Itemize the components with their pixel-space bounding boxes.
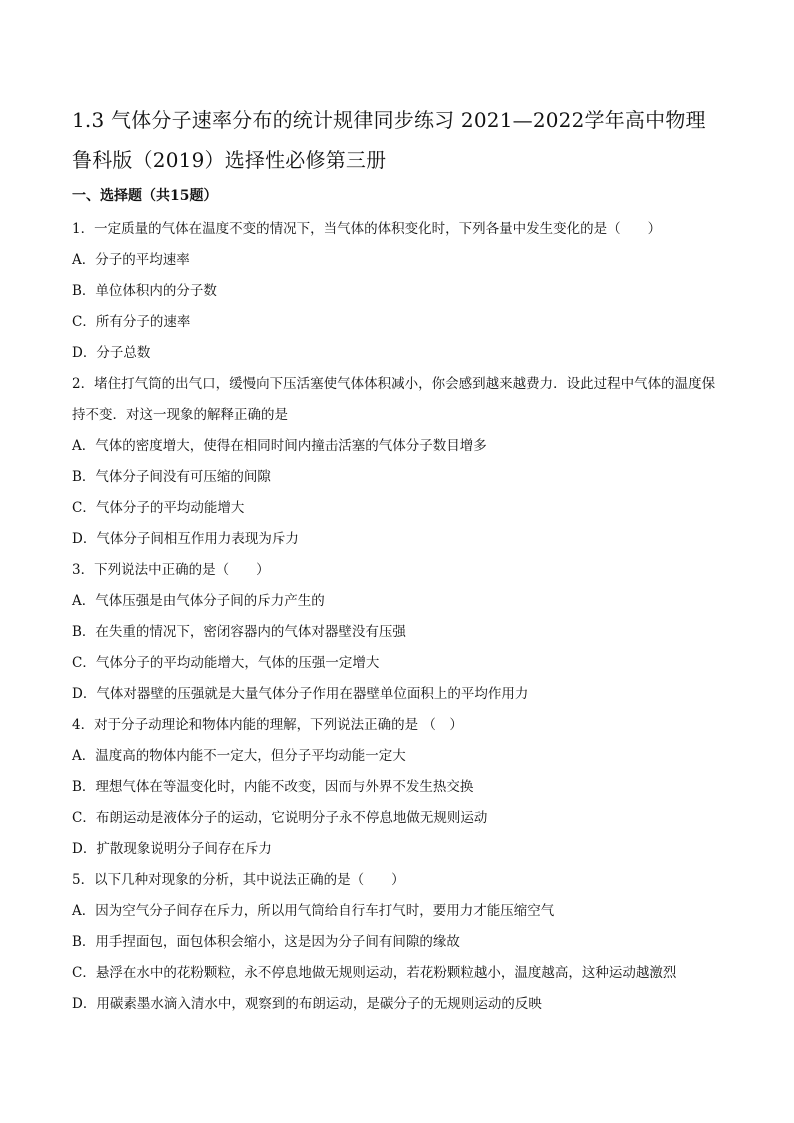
question-stem: 2．堵住打气筒的出气口，缓慢向下压活塞使气体体积减小，你会感到越来越费力．设此过程中气体的温度保持不变．对这一现象的解释正确的是 bbox=[72, 376, 716, 423]
question-5 bbox=[72, 865, 722, 1020]
document-title bbox=[72, 100, 732, 180]
question-4 bbox=[72, 710, 722, 865]
question-3 bbox=[72, 555, 722, 710]
option-c: C．气体分子的平均动能增大，气体的压强一定增大 bbox=[72, 655, 380, 671]
option-c: C．气体分子的平均动能增大 bbox=[72, 500, 245, 516]
question-stem: 3．下列说法中正确的是（ ） bbox=[72, 562, 270, 578]
section-heading: 一、选择题（共15题） bbox=[72, 188, 218, 204]
option-a: A．气体压强是由气体分子间的斥力产生的 bbox=[72, 593, 325, 609]
option-a: A．温度高的物体内能不一定大，但分子平均动能一定大 bbox=[72, 748, 406, 764]
title-line-1: 1.3 气体分子速率分布的统计规律同步练习 2021—2022学年高中物理 bbox=[72, 108, 706, 132]
question-stem: 4．对于分子动理论和物体内能的理解，下列说法正确的是 （ ） bbox=[72, 717, 463, 733]
option-b: B．气体分子间没有可压缩的间隙 bbox=[72, 469, 271, 485]
option-d: D．扩散现象说明分子间存在斥力 bbox=[72, 841, 272, 857]
option-d: D．分子总数 bbox=[72, 345, 151, 361]
option-a: A．分子的平均速率 bbox=[72, 252, 190, 268]
question-stem: 5．以下几种对现象的分析，其中说法正确的是（ ） bbox=[72, 872, 405, 888]
question-stem: 1．一定质量的气体在温度不变的情况下，当气体的体积变化时，下列各量中发生变化的是（ ） bbox=[72, 221, 662, 237]
option-d: D．气体对器壁的压强就是大量气体分子作用在器壁单位面积上的平均作用力 bbox=[72, 686, 529, 702]
question-2 bbox=[72, 369, 722, 555]
option-a: A．因为空气分子间存在斥力，所以用气筒给自行车打气时，要用力才能压缩空气 bbox=[72, 903, 555, 919]
option-c: C．布朗运动是液体分子的运动，它说明分子永不停息地做无规则运动 bbox=[72, 810, 488, 826]
option-c: C．所有分子的速率 bbox=[72, 314, 191, 330]
option-b: B．在失重的情况下，密闭容器内的气体对器壁没有压强 bbox=[72, 624, 406, 640]
option-c: C．悬浮在水中的花粉颗粒，永不停息地做无规则运动，若花粉颗粒越小，温度越高，这种运动越激烈 bbox=[72, 965, 677, 981]
option-b: B．用手捏面包，面包体积会缩小，这是因为分子间有间隙的缘故 bbox=[72, 934, 460, 950]
title-line-2: 鲁科版（2019）选择性必修第三册 bbox=[72, 148, 387, 172]
option-b: B．单位体积内的分子数 bbox=[72, 283, 217, 299]
option-a: A．气体的密度增大，使得在相同时间内撞击活塞的气体分子数目增多 bbox=[72, 438, 487, 454]
option-d: D．气体分子间相互作用力表现为斥力 bbox=[72, 531, 299, 547]
question-list bbox=[72, 214, 722, 1020]
question-1 bbox=[72, 214, 722, 369]
option-b: B．理想气体在等温变化时，内能不改变，因而与外界不发生热交换 bbox=[72, 779, 474, 795]
option-d: D．用碳素墨水滴入清水中，观察到的布朗运动，是碳分子的无规则运动的反映 bbox=[72, 996, 542, 1012]
